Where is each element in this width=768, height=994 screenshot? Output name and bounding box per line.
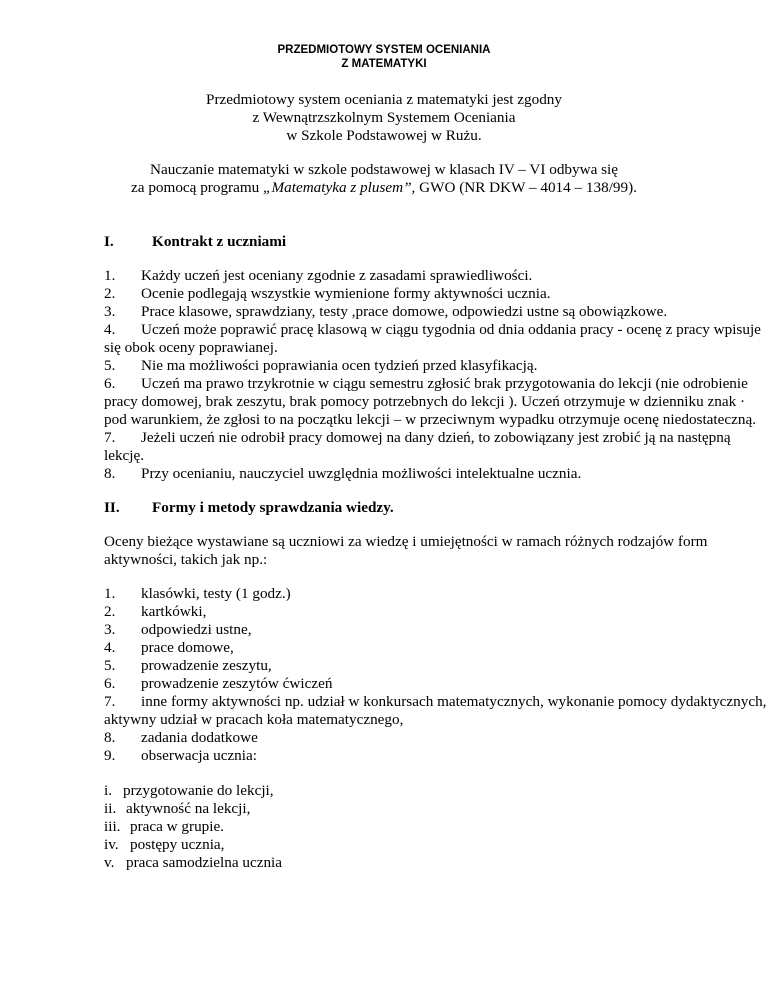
list-item-number: 7. (104, 429, 116, 446)
program-line: Nauczanie matematyki w szkole podstawowej w klasach IV – VI odbywa się (149, 161, 618, 178)
list-item: odpowiedzi ustne, (141, 621, 252, 638)
section-numeral: II. (104, 499, 120, 516)
list-item: Jeżeli uczeń nie odrobił pracy domowej na dany dzień, to zobowiązany jest zrobić ją na następną (141, 429, 731, 446)
list-item: obserwacja ucznia: (141, 747, 257, 764)
intro-line: Przedmiotowy system oceniania z matematyki jest zgodny (206, 91, 562, 108)
list-item-number: 1. (104, 267, 116, 284)
list-item-number: 6. (104, 375, 116, 392)
intro-line: w Szkole Podstawowej w Rużu. (286, 127, 482, 144)
subitem-number: iv. (104, 836, 119, 853)
program-prefix: za pomocą programu (131, 179, 264, 196)
section-heading: Formy i metody sprawdzania wiedzy. (152, 499, 394, 516)
list-item: Uczeń ma prawo trzykrotnie w ciągu semestru zgłosić brak przygotowania do lekcji (nie odrobienie (141, 375, 748, 392)
subitem-number: v. (104, 854, 115, 871)
list-item: prowadzenie zeszytu, (141, 657, 272, 674)
program-suffix: GWO (NR DKW – 4014 – 138/99). (415, 179, 637, 196)
subitem: praca samodzielna ucznia (126, 854, 283, 871)
list-item: Ocenie podlegają wszystkie wymienione formy aktywności ucznia. (141, 285, 551, 302)
list-item-number: 7. (104, 693, 116, 710)
list-item: inne formy aktywności np. udział w konkursach matematycznych, wykonanie pomocy dydaktycznych, (141, 693, 767, 710)
list-item: zadania dodatkowe (141, 729, 258, 746)
subitem: praca w grupie. (130, 818, 225, 835)
list-item-number: 8. (104, 729, 116, 746)
section-numeral: I. (104, 233, 114, 250)
subitem-number: iii. (104, 818, 121, 835)
program-line (0, 179, 768, 197)
intro-line: z Wewnątrzszkolnym Systemem Oceniania (252, 109, 516, 126)
subitem-number: ii. (104, 800, 117, 817)
list-item: prace domowe, (141, 639, 234, 656)
section-heading: Kontrakt z uczniami (152, 233, 287, 250)
section-intro: Oceny bieżące wystawiane są uczniowi za wiedzę i umiejętności w ramach różnych rodzajów form (104, 533, 708, 550)
list-item-number: 3. (104, 303, 116, 320)
subitem: postępy ucznia, (130, 836, 225, 853)
list-item-number: 6. (104, 675, 116, 692)
list-item: prowadzenie zeszytów ćwiczeń (141, 675, 333, 692)
subitem: aktywność na lekcji, (126, 800, 251, 817)
list-item-continuation: lekcję. (104, 447, 145, 464)
program-name: „Matematyka z plusem”, (263, 179, 416, 196)
list-item-continuation: pracy domowej, brak zeszytu, brak pomocy potrzebnych do lekcji ). Uczeń otrzymuje w dzienniku znak · (104, 393, 746, 410)
list-item: Nie ma możliwości poprawiania ocen tydzień przed klasyfikacją. (141, 357, 538, 374)
list-item-number: 5. (104, 357, 116, 374)
document-title-line2: Z MATEMATYKI (341, 58, 427, 70)
list-item-continuation: aktywny udział w pracach koła matematycznego, (104, 711, 404, 728)
list-item-number: 9. (104, 747, 116, 764)
list-item: kartkówki, (141, 603, 207, 620)
list-item-continuation: się obok oceny poprawianej. (104, 339, 278, 356)
list-item-continuation: pod warunkiem, że zgłosi to na początku lekcji – w przeciwnym wypadku otrzymuje ocenę niedostateczną. (104, 411, 756, 428)
list-item-number: 4. (104, 321, 116, 338)
list-item-number: 4. (104, 639, 116, 656)
list-item-number: 2. (104, 285, 116, 302)
list-item-number: 3. (104, 621, 116, 638)
list-item-number: 2. (104, 603, 116, 620)
subitem-number: i. (104, 782, 113, 799)
list-item: Prace klasowe, sprawdziany, testy ,prace domowe, odpowiedzi ustne są obowiązkowe. (141, 303, 668, 320)
list-item-number: 8. (104, 465, 116, 482)
section-intro: aktywności, takich jak np.: (104, 551, 268, 568)
list-item-number: 5. (104, 657, 116, 674)
list-item-number: 1. (104, 585, 116, 602)
document-title-line1: PRZEDMIOTOWY SYSTEM OCENIANIA (277, 44, 491, 56)
list-item: klasówki, testy (1 godz.) (141, 585, 291, 602)
list-item: Każdy uczeń jest oceniany zgodnie z zasadami sprawiedliwości. (141, 267, 533, 284)
list-item: Przy ocenianiu, nauczyciel uwzględnia możliwości intelektualne ucznia. (141, 465, 582, 482)
subitem: przygotowanie do lekcji, (123, 782, 274, 799)
list-item: Uczeń może poprawić pracę klasową w ciągu tygodnia od dnia oddania pracy - ocenę z pracy wpisuje (141, 321, 761, 338)
